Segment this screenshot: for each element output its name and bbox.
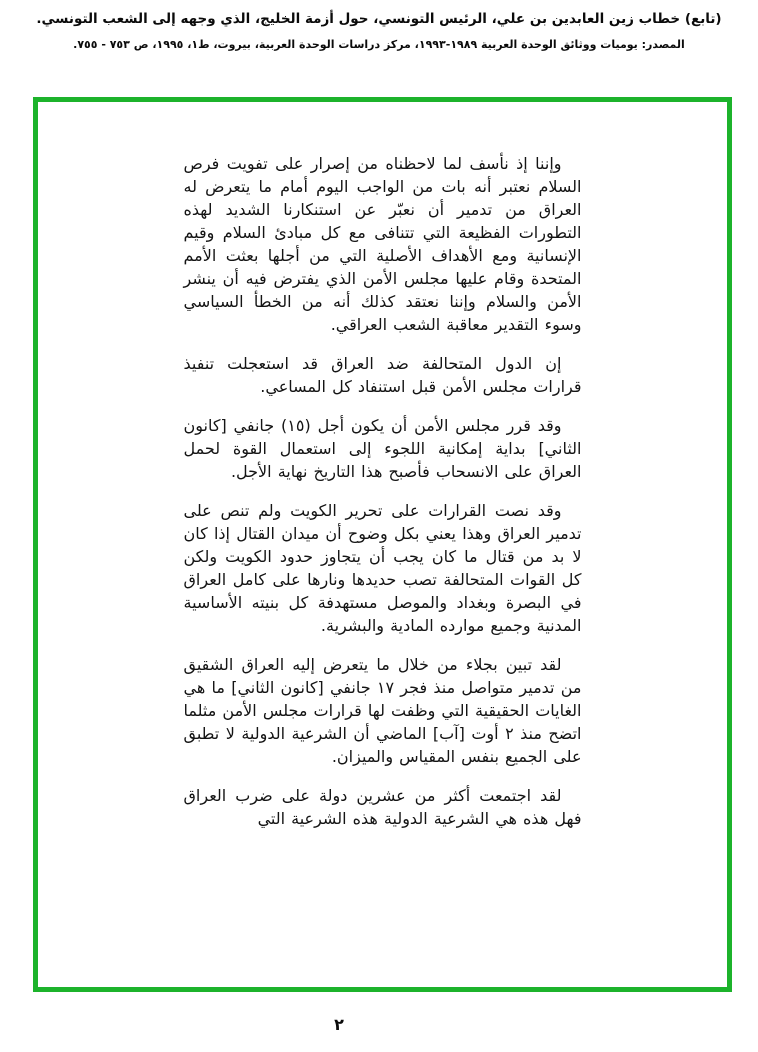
page-number: ٢ xyxy=(334,1015,344,1034)
paragraph: وإننا إذ نأسف لما لاحظناه من إصرار على تفويت فرص السلام نعتبر أنه بات من الواجب اليوم أمام ما يتعرض له العراق من تدمير أن نعبّر عن استنكارنا الشديد لهذه التطورات الفظيعة التي تتنافى مع كل مبادئ السلام وقيم الإنسانية ومع الأهداف الأصلية التي من أجلها بعثت الأمم المتحدة وقام عليها مجلس الأمن الذي يفترض فيه أن ينشر الأمن والسلام وإننا نعتقد كذلك أنه من الخطأ السياسي وسوء التقدير معاقبة الشعب العراقي. xyxy=(183,154,582,334)
source-citation: المصدر: يوميات ووثائق الوحدة العربية ١٩٨٩-١٩٩٣، مركز دراسات الوحدة العربية، بيروت، ط١، ١٩٩٥، ص ٧٥٣ - ٧٥٥. xyxy=(73,37,685,51)
paragraph: وقد نصت القرارات على تحرير الكويت ولم تنص على تدمير العراق وهذا يعني بكل وضوح أن ميدان القتال إذا كان لا بد من قتال ما كان يجب أن يتجاوز حدود الكويت ولكن كل القوات المتحالفة تصب حديدها ونارها على كامل العراق في البصرة وبغداد والموصل مستهدفة كل بنيته الأساسية المدنية وجميع موارده المادية والبشرية. xyxy=(183,501,582,635)
paragraph: وقد قرر مجلس الأمن أن يكون أجل (١٥) جانفي [كانون الثاني] بداية إمكانية اللجوء إلى استعمال القوة لحمل العراق على الانسحاب فأصبح هذا التاريخ نهاية الأجل. xyxy=(183,416,582,481)
document-border-box xyxy=(33,97,732,992)
paragraph: لقد اجتمعت أكثر من عشرين دولة على ضرب العراق فهل هذه هي الشرعية الدولية هذه الشرعية التي xyxy=(183,786,582,828)
body-text-column xyxy=(184,152,582,830)
document-title: (تابع) خطاب زين العابدين بن علي، الرئيس التونسي، حول أزمة الخليج، الذي وجهه إلى الشعب التونسي. xyxy=(36,11,722,27)
paragraph: إن الدول المتحالفة ضد العراق قد استعجلت تنفيذ قرارات مجلس الأمن قبل استنفاد كل المساعي. xyxy=(183,354,582,396)
paragraph: لقد تبين بجلاء من خلال ما يتعرض إليه العراق الشقيق من تدمير متواصل منذ فجر ١٧ جانفي [كانون الثاني] ما هي الغايات الحقيقية التي وظفت لها قرارات مجلس الأمن مثلما اتضح منذ ٢ أوت [آب] الماضي أن الشرعية الدولية لا تطبق على الجميع بنفس المقياس والميزان. xyxy=(183,655,582,766)
page-header xyxy=(0,8,758,51)
